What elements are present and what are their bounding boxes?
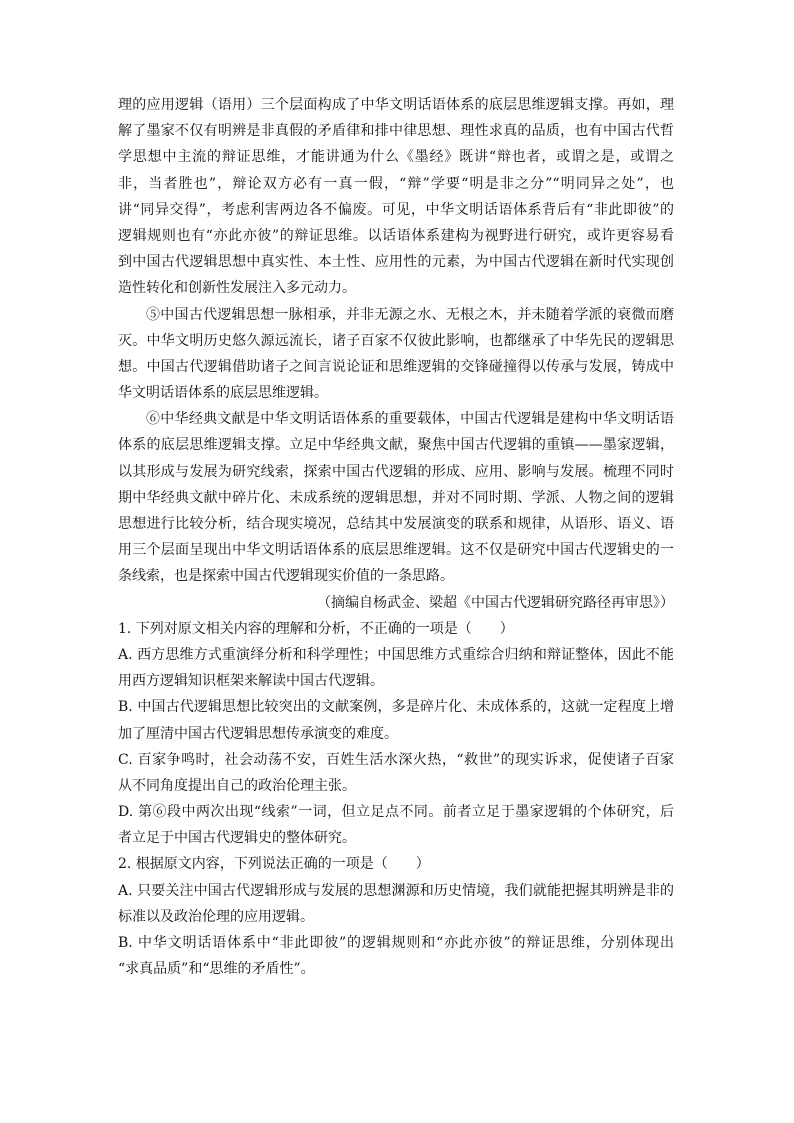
text-line: 华文明话语体系的底层思维逻辑。 (118, 385, 328, 402)
option-line: 用西方逻辑知识框架来解读中国古代逻辑。 (118, 673, 384, 690)
text-line: 逻辑规则也有“亦此亦彼”的辩证思维。以话语体系建构为视野进行研究，或许更容易看 (118, 227, 674, 244)
text-line: 理的应用逻辑（语用）三个层面构成了中华文明话语体系的底层思维逻辑支撑。再如，理 (118, 97, 674, 113)
paragraph-6 (118, 406, 674, 589)
option-b (118, 694, 674, 746)
document-body (118, 92, 674, 982)
option-line: C. 百家争鸣时，社会动荡不安，百姓生活水深火热，“救世”的现实诉求，促使诸子百家 (118, 751, 674, 768)
option-line: 从不同角度提出自己的政治伦理主张。 (118, 777, 356, 794)
text-line: 造性转化和创新性发展注入多元动力。 (118, 280, 356, 297)
text-line: 到中国古代逻辑思想中真实性、本土性、应用性的元素，为中国古代逻辑在新时代实现创 (118, 254, 674, 271)
text-line: 期中华经典文献中碎片化、未成系统的逻辑思想，并对不同时期、学派、人物之间的逻辑 (118, 489, 674, 506)
question-stem: 1. 下列对原文相关内容的理解和分析，不正确的一项是（ ） (118, 620, 514, 637)
option-line: D. 第⑥段中两次出现“线索”一词，但立足点不同。前者立足于墨家逻辑的个体研究，后 (118, 804, 674, 821)
text-line: 讲“同异交得”，考虑利害两边各不偏废。可见，中华文明话语体系背后有“非此即彼”的 (118, 201, 674, 218)
text-line: 以其形成与发展为研究线索，探索中国古代逻辑的形成、应用、影响与发展。梳理不同时 (118, 463, 674, 480)
question-stem: 2. 根据原文内容，下列说法正确的一项是（ ） (118, 856, 430, 873)
text-line: 想。中国古代逻辑借助诸子之间言说论证和思维逻辑的交锋碰撞得以传承与发展，铸成中 (118, 358, 674, 375)
source-attribution: （摘编自杨武金、梁超《中国古代逻辑研究路径再审思》） (317, 594, 674, 611)
text-line: 条线索，也是探索中国古代逻辑现实价值的一条思路。 (118, 568, 454, 585)
text-line: ⑥中华经典文献是中华文明话语体系的重要载体，中国古代逻辑是建构中华文明话语 (146, 411, 674, 428)
question-2 (118, 851, 674, 982)
text-line: 学思想中主流的辩证思维，才能讲通为什么《墨经》既讲“辩也者，或谓之是，或谓之 (118, 149, 674, 166)
option-line: B. 中国古代逻辑思想比较突出的文献案例，多是碎片化、未成体系的，这就一定程度上增 (118, 699, 674, 716)
option-d (118, 799, 674, 851)
paragraph-5 (118, 302, 674, 407)
text-line: 灭。中华文明历史悠久源远流长，诸子百家不仅彼此影响，也都继承了中华先民的逻辑思 (118, 332, 674, 349)
option-line: 者立足于中国古代逻辑史的整体研究。 (118, 830, 356, 847)
option-line: 标准以及政治伦理的应用逻辑。 (118, 908, 314, 925)
option-b (118, 930, 674, 982)
text-line: 思想进行比较分析，结合现实境况，总结其中发展演变的联系和规律，从语形、语义、语 (118, 516, 674, 532)
option-line: 加了厘清中国古代逻辑思想传承演变的难度。 (118, 725, 398, 742)
option-line: A. 西方思维方式重演绎分析和科学理性；中国思维方式重综合归纳和辩证整体，因此不能 (118, 646, 674, 663)
text-line: 解了墨家不仅有明辨是非真假的矛盾律和排中律思想、理性求真的品质，也有中国古代哲 (118, 123, 674, 140)
paragraph-4 (118, 92, 674, 302)
question-1 (118, 616, 674, 852)
option-line: “求真品质”和“思维的矛盾性”。 (118, 961, 315, 978)
text-line: ⑤中国古代逻辑思想一脉相承，并非无源之水、无根之木，并未随着学派的衰微而磨 (146, 306, 674, 323)
text-line: 体系的底层思维逻辑支撑。立足中华经典文献，聚焦中国古代逻辑的重镇——墨家逻辑， (118, 437, 674, 454)
option-line: A. 只要关注中国古代逻辑形成与发展的思想渊源和历史情境，我们就能把握其明辨是非的 (118, 882, 674, 899)
text-line: 用三个层面呈现出中华文明话语体系的底层思维逻辑。这不仅是研究中国古代逻辑史的一 (118, 542, 674, 559)
option-a (118, 642, 674, 694)
option-line: B. 中华文明话语体系中“非此即彼”的逻辑规则和“亦此亦彼”的辩证思维，分别体现出 (118, 935, 674, 951)
text-line: 非，当者胜也”，辩论双方必有一真一假，“辩”学要“明是非之分”“明同异之处”，也 (118, 175, 674, 192)
option-a (118, 878, 674, 930)
option-c (118, 747, 674, 799)
